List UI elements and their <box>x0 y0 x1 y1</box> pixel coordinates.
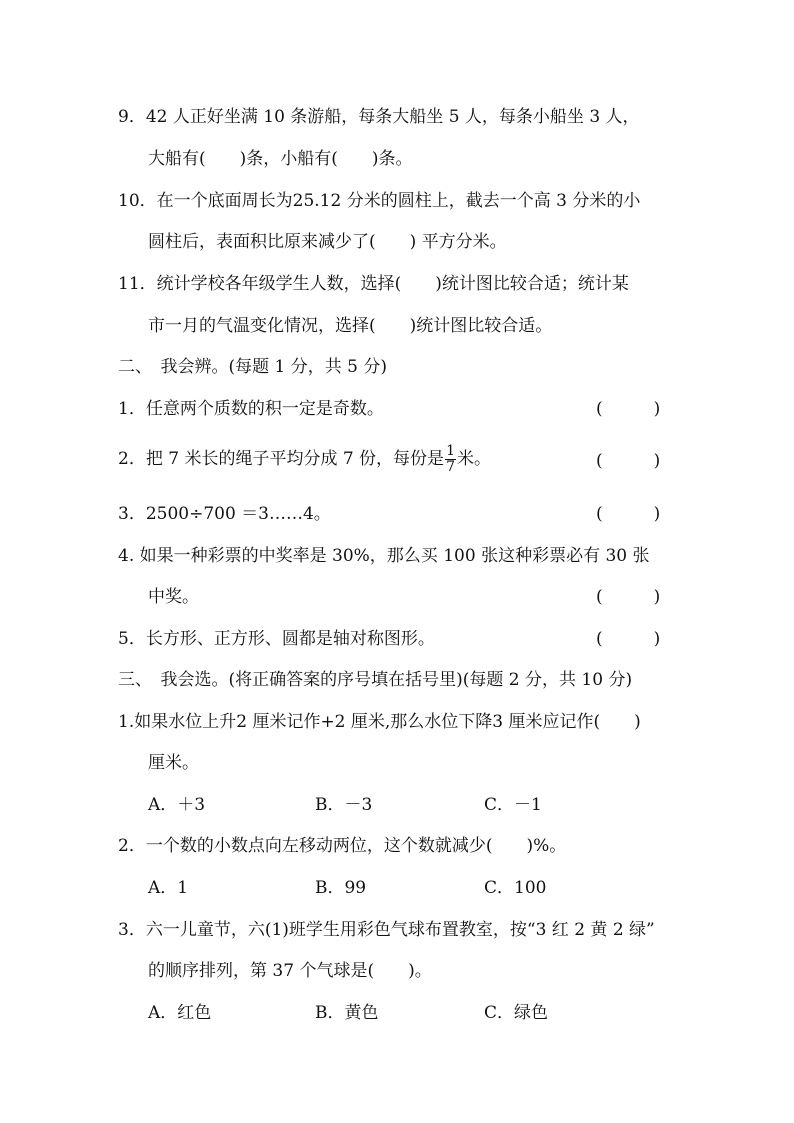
question-11-line2: 市一月的气温变化情况，选择( )统计图比较合适。 <box>148 316 553 336</box>
question-11-line1 <box>118 273 629 295</box>
judge-item-4-line2: 中奖。 <box>148 587 199 607</box>
choice-q3-option-b[interactable]: B．黄色 <box>315 1003 379 1023</box>
question-10-line2: 圆柱后，表面积比原来减少了( ) 平方分米。 <box>148 232 507 252</box>
judge-item-1: 1．任意两个质数的积一定是奇数。 <box>118 399 384 419</box>
choice-q2-option-a[interactable]: A．1 <box>148 878 189 898</box>
answer-paren-2[interactable]: ( ) <box>596 451 661 471</box>
question-number: 11． <box>118 274 157 294</box>
question-text: 统计学校各年级学生人数，选择( )统计图比较合适；统计某 <box>156 274 629 294</box>
choice-q3-option-a[interactable]: A．红色 <box>148 1003 212 1023</box>
judge-item-2-text: 2．把 7 米长的绳子平均分成 7 份，每份是 <box>118 449 445 469</box>
choice-q3-option-c[interactable]: C．绿色 <box>484 1003 549 1023</box>
judge-item-4-line1: 4. 如果一种彩票的中奖率是 30%，那么买 100 张这种彩票必有 30 张 <box>118 546 650 566</box>
judge-item-2-unit: 米。 <box>456 449 491 469</box>
section-3-heading: 三、 我会选。(将正确答案的序号填在括号里)(每题 2 分，共 10 分) <box>118 670 633 690</box>
answer-paren-1[interactable]: ( ) <box>596 399 661 419</box>
section-2-heading: 二、 我会辨。(每题 1 分，共 5 分) <box>118 357 388 377</box>
fraction-denominator: 7 <box>446 459 455 475</box>
question-9-line2: 大船有( )条，小船有( )条。 <box>148 149 413 169</box>
fraction-numerator: 1 <box>446 443 455 459</box>
answer-paren-4[interactable]: ( ) <box>596 587 661 607</box>
choice-q2-option-c[interactable]: C．100 <box>484 878 547 898</box>
choice-q3-line1: 3．六一儿童节，六(1)班学生用彩色气球布置教室，按“3 红 2 黄 2 绿” <box>118 920 655 940</box>
answer-paren-5[interactable]: ( ) <box>596 629 661 649</box>
fraction-one-seventh <box>445 444 456 475</box>
choice-q1-option-c[interactable]: C．－1 <box>484 795 542 815</box>
judge-item-5: 5．长方形、正方形、圆都是轴对称图形。 <box>118 629 435 649</box>
choice-q1-line2: 厘米。 <box>148 753 199 773</box>
question-text: 42 人正好坐满 10 条游船，每条大船坐 5 人，每条小船坐 3 人， <box>145 107 640 127</box>
judge-item-2 <box>118 440 491 478</box>
judge-item-3: 3．2500÷700 ＝3……4。 <box>118 504 331 524</box>
question-9-line1 <box>118 106 640 128</box>
choice-q3-line2: 的顺序排列，第 37 个气球是( )。 <box>148 961 432 981</box>
answer-paren-3[interactable]: ( ) <box>596 504 661 524</box>
question-10-line1 <box>118 190 640 212</box>
choice-q1-line1: 1.如果水位上升2 厘米记作+2 厘米,那么水位下降3 厘米应记作( ) <box>118 712 641 732</box>
question-number: 10． <box>118 191 157 211</box>
question-number: 9． <box>118 107 146 127</box>
choice-q2-option-b[interactable]: B．99 <box>315 878 367 898</box>
question-text: 在一个底面周长为25.12 分米的圆柱上，截去一个高 3 分米的小 <box>156 191 641 211</box>
choice-q2-line1: 2．一个数的小数点向左移动两位，这个数就减少( )%。 <box>118 836 567 856</box>
choice-q1-option-b[interactable]: B．－3 <box>315 795 373 815</box>
choice-q1-option-a[interactable]: A．＋3 <box>148 795 206 815</box>
